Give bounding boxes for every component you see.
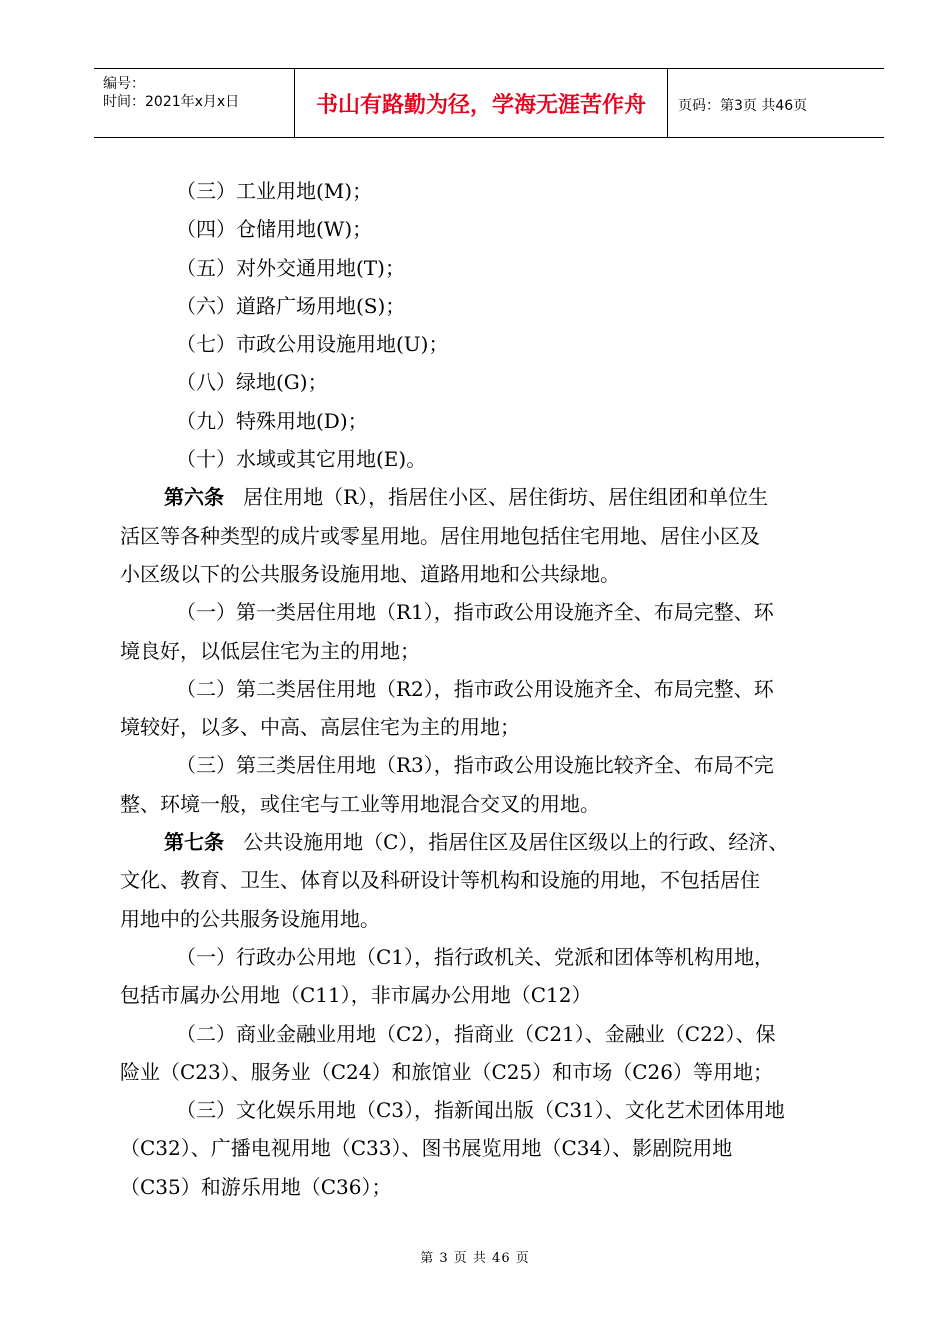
list-item: （六）道路广场用地(S)；: [176, 293, 406, 318]
header-meta: [94, 69, 295, 137]
article-7-item-line: （一）行政办公用地（C1），指行政机关、党派和团体等机构用地，: [176, 944, 775, 969]
article-6-label: 第六条: [164, 485, 224, 510]
article-7-line: 文化、教育、卫生、体育以及科研设计等机构和设施的用地，不包括居住: [120, 868, 760, 893]
doc-time-label: 时间：2021年x月x日: [103, 94, 240, 110]
list-item: （七）市政公用设施用地(U)；: [176, 332, 449, 357]
article-6-line: 活区等各种类型的成片或零星用地。居住用地包括住宅用地、居住小区及: [120, 523, 760, 548]
doc-number-label: 编号：: [103, 76, 145, 92]
list-item: （八）绿地(G)；: [176, 370, 328, 395]
article-7-label: 第七条: [164, 830, 224, 855]
article-7-text: 公共设施用地（C），指居住区及居住区级以上的行政、经济、: [243, 830, 789, 855]
article-6-line: 小区级以下的公共服务设施用地、道路用地和公共绿地。: [120, 561, 620, 586]
article-6-item-line: （三）第三类居住用地（R3），指市政公用设施比较齐全、布局不完: [176, 753, 774, 778]
article-7-line: 用地中的公共服务设施用地。: [120, 906, 380, 931]
header-motto: 书山有路勤为径，学海无涯苦作舟: [295, 69, 668, 137]
page-header: [94, 68, 884, 138]
article-6-text: 居住用地（R），指居住小区、居住街坊、居住组团和单位生: [243, 485, 769, 510]
article-7-line: [120, 823, 860, 861]
article-6-item-line: （一）第一类居住用地（R1），指市政公用设施齐全、布局完整、环: [176, 600, 774, 625]
article-6-item-line: 整、环境一般，或住宅与工业等用地混合交叉的用地。: [120, 791, 600, 816]
article-7-item-line: （二）商业金融业用地（C2），指商业（C21）、金融业（C22）、保: [176, 1021, 776, 1046]
article-7-item-line: （C35）和游乐用地（C36）；: [120, 1174, 392, 1199]
article-7-item-line: （C32）、广播电视用地（C33）、图书展览用地（C34）、影剧院用地: [120, 1136, 733, 1161]
document-body: [120, 172, 860, 1206]
page-info-text: 页码：第3页 共46页: [678, 98, 808, 114]
list-item: （五）对外交通用地(T)；: [176, 255, 405, 280]
article-7-item-line: 险业（C23）、服务业（C24）和旅馆业（C25）和市场（C26）等用地；: [120, 1059, 774, 1084]
page-footer: 第 3 页 共 46 页: [420, 1251, 530, 1266]
article-7-item-line: （三）文化娱乐用地（C3），指新闻出版（C31）、文化艺术团体用地: [176, 1098, 785, 1123]
header-page-info: [668, 69, 884, 137]
list-item: （九）特殊用地(D)；: [176, 408, 368, 433]
list-item: （三）工业用地(M)；: [176, 179, 373, 203]
list-item: （四）仓储用地(W)；: [176, 217, 373, 242]
article-7-item-line: 包括市属办公用地（C11），非市属办公用地（C12）: [120, 983, 592, 1008]
article-6-item-line: 境较好，以多、中高、高层住宅为主的用地；: [120, 715, 520, 740]
article-6-line: [120, 478, 860, 516]
list-item: （十）水域或其它用地(E)。: [176, 447, 427, 472]
article-6-item-line: 境良好，以低层住宅为主的用地；: [120, 638, 420, 663]
article-6-item-line: （二）第二类居住用地（R2），指市政公用设施齐全、布局完整、环: [176, 676, 774, 701]
